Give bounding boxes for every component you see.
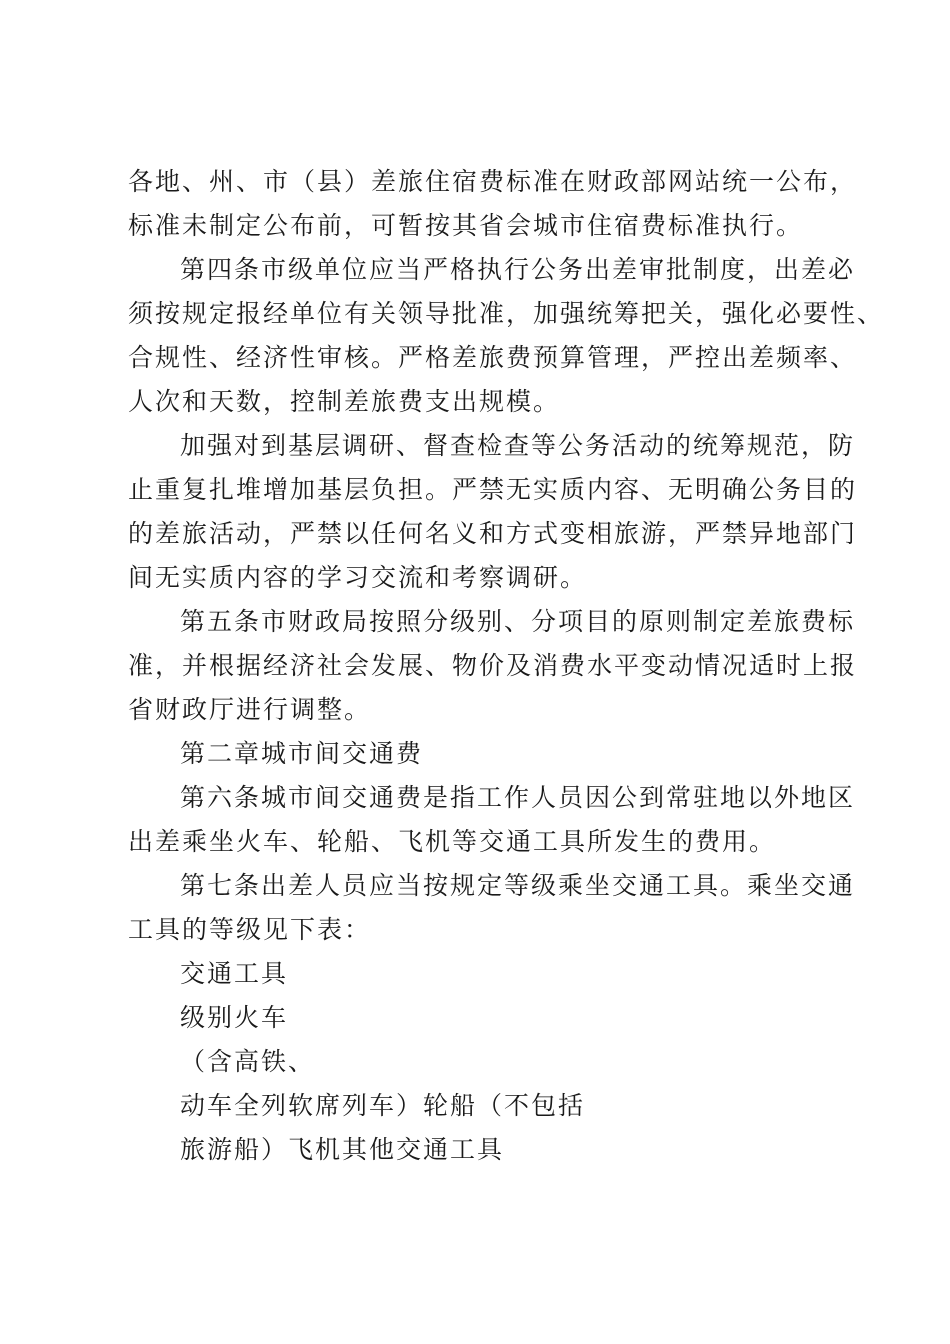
paragraph-line: 标准未制定公布前，可暂按其省会城市住宿费标准执行。 xyxy=(128,211,804,240)
paragraph-line: 旅游船）飞机其他交通工具 xyxy=(180,1135,505,1164)
paragraph-line: 省财政厅进行调整。 xyxy=(128,695,372,724)
paragraph xyxy=(128,600,858,732)
paragraph-line: 出差乘坐火车、轮船、飞机等交通工具所发生的费用。 xyxy=(128,827,777,856)
paragraph-line: 第六条城市间交通费是指工作人员因公到常驻地以外地区 xyxy=(180,783,856,812)
document-body xyxy=(128,160,885,1172)
paragraph xyxy=(128,248,885,424)
paragraph-line: 第五条市财政局按照分级别、分项目的原则制定差旅费标 xyxy=(180,607,856,636)
paragraph xyxy=(128,732,848,776)
paragraph-line: 的差旅活动，严禁以任何名义和方式变相旅游，严禁异地部门 xyxy=(128,519,858,548)
paragraph xyxy=(128,1084,848,1128)
paragraph-line: 第七条出差人员应当按规定等级乘坐交通工具。乘坐交通 xyxy=(180,871,856,900)
paragraph xyxy=(128,1128,848,1172)
paragraph-line: 交通工具 xyxy=(180,959,289,988)
paragraph-line: 止重复扎堆增加基层负担。严禁无实质内容、无明确公务目的 xyxy=(128,475,858,504)
paragraph-line: 加强对到基层调研、督查检查等公务活动的统筹规范，防 xyxy=(180,431,856,460)
paragraph xyxy=(128,776,856,864)
paragraph-line: 级别火车 xyxy=(180,1003,289,1032)
paragraph-line: 须按规定报经单位有关领导批准，加强统筹把关，强化必要性、 xyxy=(128,299,885,328)
paragraph-line: 合规性、经济性审核。严格差旅费预算管理，严控出差频率、 xyxy=(128,343,858,372)
paragraph-line: 间无实质内容的学习交流和考察调研。 xyxy=(128,563,588,592)
paragraph-line: 各地、州、市（县）差旅住宿费标准在财政部网站统一公布， xyxy=(128,167,858,196)
paragraph-line: 工具的等级见下表： xyxy=(128,915,372,944)
paragraph-line: 第四条市级单位应当严格执行公务出差审批制度，出差必 xyxy=(180,255,856,284)
paragraph-line: （含高铁、 xyxy=(180,1047,316,1076)
paragraph xyxy=(128,160,858,248)
paragraph xyxy=(128,996,848,1040)
paragraph xyxy=(128,952,848,996)
paragraph xyxy=(128,864,856,952)
paragraph xyxy=(128,1040,848,1084)
paragraph-line: 第二章城市间交通费 xyxy=(180,739,424,768)
paragraph-line: 动车全列软席列车）轮船（不包括 xyxy=(180,1091,586,1120)
paragraph-line: 准，并根据经济社会发展、物价及消费水平变动情况适时上报 xyxy=(128,651,858,680)
paragraph xyxy=(128,424,858,600)
paragraph-line: 人次和天数，控制差旅费支出规模。 xyxy=(128,387,561,416)
